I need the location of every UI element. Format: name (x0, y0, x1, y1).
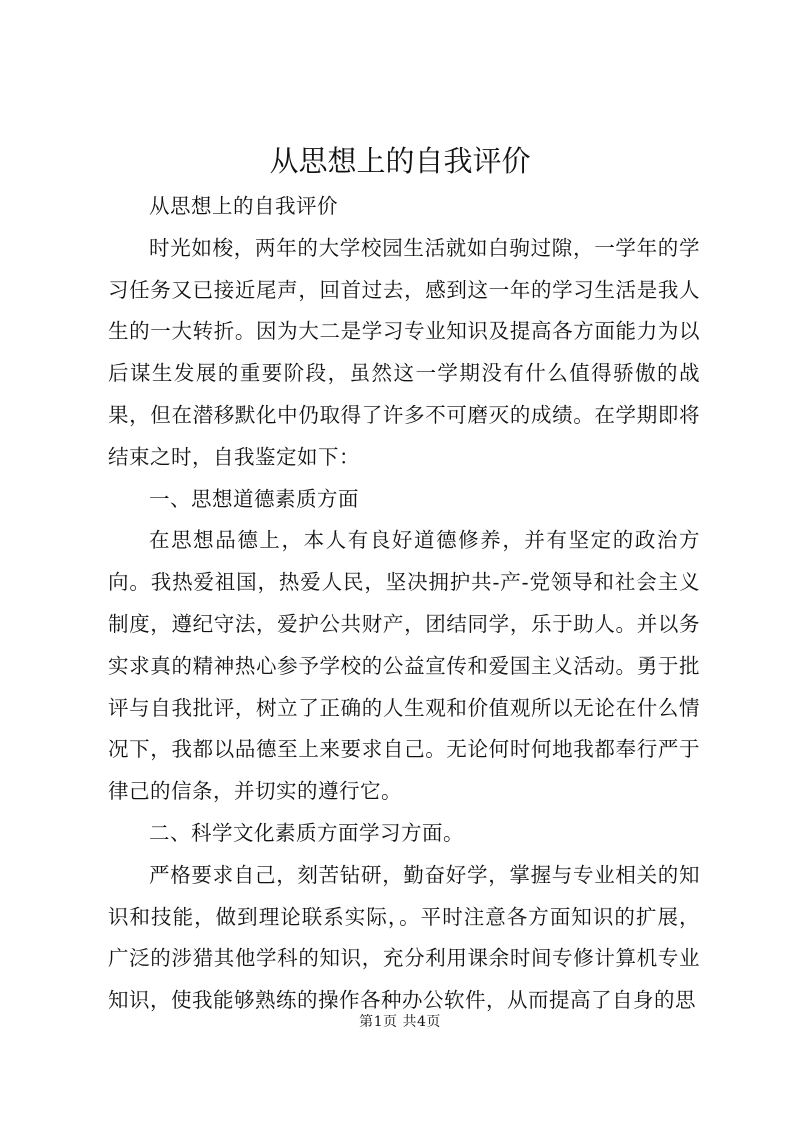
section-heading-moral: 一、思想道德素质方面 (149, 486, 359, 511)
paragraph-moral: 在思想品德上，本人有良好道德修养，并有坚定的政治方向。我热爱祖国，热爱人民，坚决拥护共-产-党领导和社会主义制度，遵纪守法，爱护公共财产，团结同学，乐于助人。并以务实求真的精神热心参予学校的公益宣传和爱国主义活动。勇于批评与自我批评，树立了正确的人生观和价值观所以无论在什么情况下，我都以品德至上来要求自己。无论何时何地我都奉行严于律己的信条，并切实的遵行它。 (108, 528, 700, 804)
document-title: 从思想上的自我评价 (269, 144, 531, 178)
paragraph-study: 严格要求自己，刻苦钻研，勤奋好学，掌握与专业相关的知识和技能，做到理论联系实际，。平时注意各方面知识的扩展，广泛的涉猎其他学科的知识，充分利用课余时间专修计算机专业知识，使我能够熟练的操作各种办公软件，从而提高了自身的思 (108, 862, 700, 1013)
section-heading-science-culture: 二、科学文化素质方面学习方面。 (149, 820, 464, 845)
paragraph-introduction: 时光如梭，两年的大学校园生活就如白驹过隙，一学年的学习任务又已接近尾声，回首过去，感到这一年的学习生活是我人生的一大转折。因为大二是学习专业知识及提高各方面能力为以后谋生发展的重要阶段，虽然这一学期没有什么值得骄傲的战果，但在潜移默化中仍取得了许多不可磨灭的成绩。在学期即将结束之时，自我鉴定如下： (108, 235, 700, 469)
document-body (108, 186, 700, 1022)
page-number-footer: 第1页 共4页 (359, 1014, 441, 1030)
paragraph-subtitle: 从思想上的自我评价 (149, 194, 338, 218)
